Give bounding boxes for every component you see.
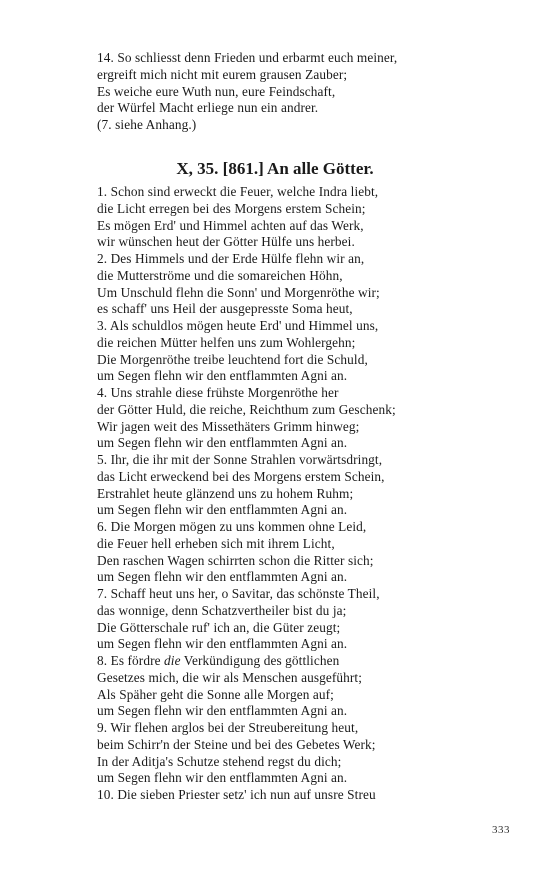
body-line: der Götter Huld, die reiche, Reichthum zum Geschenk;: [97, 401, 396, 417]
body-line: Um Unschuld flehn die Sonn' und Morgenröthe wir;: [97, 284, 380, 300]
body-line: In der Aditja's Schutze stehend regst du dich;: [97, 753, 342, 769]
body-line: das wonnige, denn Schatzvertheiler bist du ja;: [97, 602, 347, 618]
body-line: 7. Schaff heut uns her, o Savitar, das schönste Theil,: [97, 586, 380, 601]
body-line: Die Morgenröthe treibe leuchtend fort die Schuld,: [97, 351, 368, 367]
body-line: Wir jagen weit des Missethäters Grimm hinweg;: [97, 418, 360, 434]
body-line: wir wünschen heut der Götter Hülfe uns herbei.: [97, 234, 355, 250]
body-line: 10. Die sieben Priester setz' ich nun auf unsre Streu: [97, 787, 376, 802]
body-line: das Licht erweckend bei des Morgens erstem Schein,: [97, 468, 385, 484]
body-line: die reichen Mütter helfen uns zum Wohlergehn;: [97, 334, 356, 350]
body-line: um Segen flehn wir den entflammten Agni an.: [97, 569, 348, 585]
body-line: 9. Wir flehen arglos bei der Streubereitung heut,: [97, 720, 359, 735]
body-line: Als Späher geht die Sonne alle Morgen auf;: [97, 686, 334, 702]
body-line: die Licht erregen bei des Morgens erstem Schein;: [97, 200, 366, 216]
body-line: um Segen flehn wir den entflammten Agni an.: [97, 435, 348, 451]
hymn-text: [97, 184, 497, 804]
body-line: 1. Schon sind erweckt die Feuer, welche Indra liebt,: [97, 184, 379, 199]
body-line: um Segen flehn wir den entflammten Agni an.: [97, 502, 348, 518]
intro-line: Es weiche eure Wuth nun, eure Feindschaft,: [97, 83, 336, 99]
intro-line: 14. So schliesst denn Frieden und erbarmt euch meiner,: [97, 50, 398, 65]
body-line: um Segen flehn wir den entflammten Agni an.: [97, 636, 348, 652]
body-line: Gesetzes mich, die wir als Menschen ausgeführt;: [97, 669, 363, 685]
intro-line: ergreift mich nicht mit eurem grausen Zauber;: [97, 66, 348, 82]
body-line: Den raschen Wagen schirrten schon die Ritter sich;: [97, 552, 374, 568]
intro-line: der Würfel Macht erliege nun ein andrer.: [97, 100, 319, 116]
body-line: 3. Als schuldlos mögen heute Erd' und Himmel uns,: [97, 318, 379, 333]
body-line: 6. Die Morgen mögen zu uns kommen ohne Leid,: [97, 519, 367, 534]
body-line: 8. Es fördre die Verkündigung des göttlichen: [97, 653, 340, 668]
body-line: beim Schirr'n der Steine und bei des Gebetes Werk;: [97, 736, 376, 752]
body-line: um Segen flehn wir den entflammten Agni an.: [97, 368, 348, 384]
intro-line: (7. siehe Anhang.): [97, 117, 197, 132]
body-line: Erstrahlet heute glänzend uns zu hohem Ruhm;: [97, 485, 354, 501]
body-line: die Mutterströme und die somareichen Höhn,: [97, 267, 343, 283]
body-line: es schaff' uns Heil der ausgepresste Soma heut,: [97, 301, 353, 317]
body-line: Die Götterschale ruf' ich an, die Güter zeugt;: [97, 619, 341, 635]
body-line: Es mögen Erd' und Himmel achten auf das Werk,: [97, 217, 364, 233]
body-line: 2. Des Himmels und der Erde Hülfe flehn wir an,: [97, 251, 365, 266]
body-line: 4. Uns strahle diese frühste Morgenröthe her: [97, 385, 339, 400]
intro-stanza: [97, 50, 497, 134]
emphasized-word: die: [164, 653, 181, 668]
body-line: 5. Ihr, die ihr mit der Sonne Strahlen vorwärtsdringt,: [97, 452, 383, 467]
body-line: um Segen flehn wir den entflammten Agni an.: [97, 703, 348, 719]
section-heading: X, 35. [861.] An alle Götter.: [176, 159, 374, 178]
body-line: die Feuer hell erheben sich mit ihrem Licht,: [97, 535, 335, 551]
body-line: um Segen flehn wir den entflammten Agni an.: [97, 770, 348, 786]
page-number: 333: [492, 824, 510, 836]
